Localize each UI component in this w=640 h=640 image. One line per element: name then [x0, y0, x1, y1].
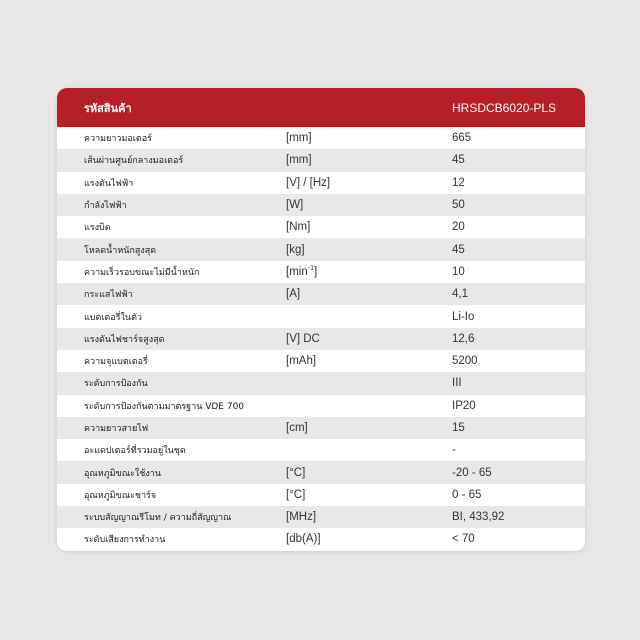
- table-row: [57, 528, 585, 550]
- spec-value: 45: [452, 243, 465, 256]
- table-row: [57, 506, 585, 528]
- spec-unit: [MHz]: [286, 511, 317, 524]
- spec-label: แรงดันไฟฟ้า: [84, 178, 134, 189]
- spec-label: ระดับการป้องกัน: [84, 379, 148, 390]
- spec-value: < 70: [452, 533, 475, 546]
- table-row: [57, 238, 585, 260]
- table-row: [57, 461, 585, 483]
- spec-unit: [mm]: [286, 132, 312, 145]
- spec-value: 50: [452, 199, 465, 212]
- spec-unit: [°C]: [286, 488, 306, 501]
- table-row: [57, 194, 585, 216]
- spec-unit: [286, 266, 452, 278]
- spec-unit: [V] / [Hz]: [286, 176, 331, 189]
- spec-value: 45: [452, 154, 465, 167]
- spec-unit: [V] DC: [286, 332, 320, 345]
- spec-value: 12: [452, 176, 465, 189]
- spec-value: 20: [452, 221, 465, 234]
- spec-label: ความยาวสายไฟ: [84, 424, 149, 434]
- table-row: [57, 261, 585, 283]
- spec-label: เส้นผ่านศูนย์กลางมอเตอร์: [84, 156, 184, 167]
- product-code-label: รหัสสินค้า: [84, 101, 132, 115]
- spec-label: ความจุแบตเตอรี่: [84, 357, 148, 368]
- spec-table-header: [57, 88, 585, 127]
- spec-unit: [cm]: [286, 422, 308, 434]
- spec-value: 10: [452, 265, 465, 278]
- table-row: [57, 172, 585, 194]
- spec-value: 0 - 65: [452, 488, 482, 501]
- table-row: [57, 283, 585, 305]
- spec-unit: [W]: [286, 199, 304, 212]
- spec-label: ความยาวมอเตอร์: [84, 134, 152, 145]
- spec-value: 665: [452, 132, 472, 145]
- spec-label: อุณหภูมิขณะชาร์จ: [84, 490, 157, 501]
- spec-label: โหลดน้ำหนักสูงสุด: [84, 245, 157, 256]
- table-row: [57, 328, 585, 350]
- spec-label: ระบบสัญญาณรีโมท / ความถี่สัญญาณ: [84, 513, 232, 524]
- spec-label: แบตเตอรี่ในตัว: [84, 312, 142, 323]
- spec-unit: [kg]: [286, 243, 305, 256]
- spec-unit: [mAh]: [286, 355, 317, 368]
- spec-unit: [db(A)]: [286, 533, 321, 546]
- product-code-value: HRSDCB6020-PLS: [452, 100, 557, 115]
- spec-table-card: [57, 88, 585, 551]
- spec-label: แรงดันไฟชาร์จสูงสุด: [84, 334, 165, 345]
- table-row: [57, 395, 585, 417]
- spec-unit: [mm]: [286, 154, 312, 167]
- unit-end: ]: [313, 265, 318, 278]
- spec-value: BI, 433,92: [452, 511, 505, 524]
- spec-unit: [A]: [286, 288, 301, 301]
- spec-unit: [°C]: [286, 466, 306, 479]
- spec-label: กระแสไฟฟ้า: [84, 290, 133, 301]
- table-row: [57, 417, 585, 439]
- spec-label: กำลังไฟฟ้า: [84, 201, 127, 212]
- table-row: [57, 149, 585, 171]
- unit-exponent: -1: [307, 265, 314, 273]
- spec-label: ระดับการป้องกันตามมาตรฐาน VDE 700: [84, 401, 245, 412]
- spec-label: อะแดปเตอร์ที่รวมอยู่ในชุด: [84, 446, 186, 457]
- spec-label: แรงบิด: [84, 223, 111, 234]
- spec-value: 12,6: [452, 332, 475, 345]
- spec-label: ระดับเสียงการทำงาน: [84, 535, 166, 546]
- spec-value: IP20: [452, 399, 476, 412]
- spec-value: III: [452, 377, 462, 390]
- table-row: [57, 372, 585, 394]
- unit-base: [min: [286, 265, 308, 278]
- table-row: [57, 216, 585, 238]
- spec-value: 4,1: [452, 288, 468, 301]
- table-row: [57, 305, 585, 327]
- spec-value: -: [452, 444, 456, 457]
- spec-value: -20 - 65: [452, 466, 492, 479]
- spec-value: Li-Io: [452, 310, 475, 323]
- table-row: [57, 484, 585, 506]
- table-row: [57, 127, 585, 149]
- table-row: [57, 439, 585, 461]
- spec-value: 5200: [452, 355, 478, 368]
- spec-rows: [57, 127, 585, 551]
- spec-value: 15: [452, 422, 465, 434]
- table-row: [57, 350, 585, 372]
- spec-label: อุณหภูมิขณะใช้งาน: [84, 468, 161, 479]
- spec-unit: [Nm]: [286, 221, 311, 234]
- spec-label: ความเร็วรอบขณะไม่มีน้ำหนัก: [84, 267, 200, 278]
